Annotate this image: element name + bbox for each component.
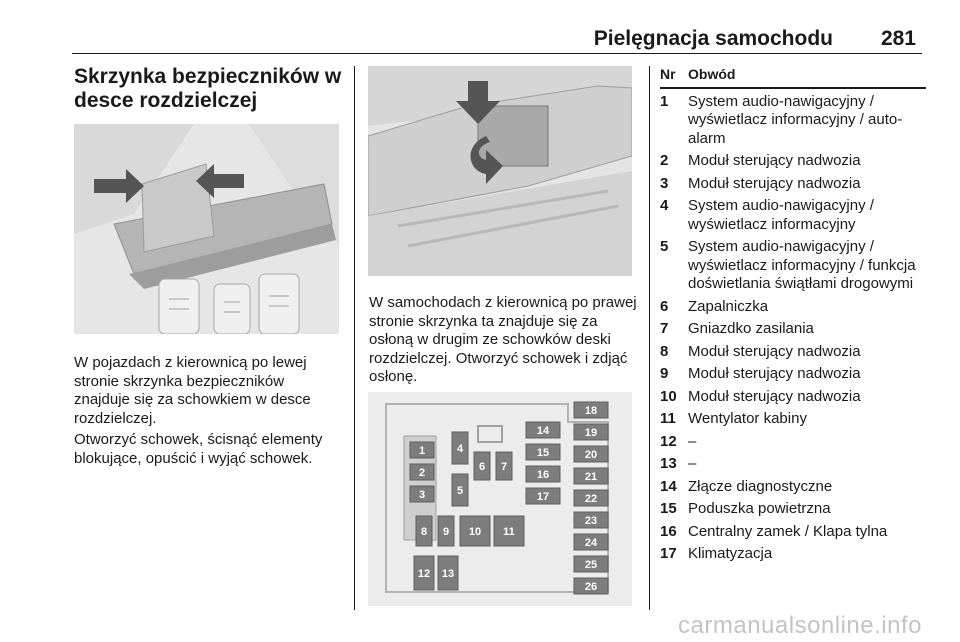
left-paragraph-2: Otworzyć schowek, ścisnąć elementy blokujące, opuścić i wyjąć schowek.	[74, 431, 323, 467]
fuse-label: 22	[584, 493, 598, 505]
fuse-box-diagram	[368, 392, 632, 606]
fuse-label: 24	[584, 537, 598, 549]
fuse-circuit: Złącze diagnostyczne	[688, 477, 833, 495]
fuse-circuit: Poduszka powietrzna	[688, 500, 831, 517]
fuse-label: 16	[536, 469, 550, 481]
fuse-table-row	[660, 294, 926, 317]
fuse-number: 16	[660, 522, 677, 540]
fuse-label: 15	[536, 447, 550, 459]
fuse-circuit: Gniazdko zasilania	[688, 320, 814, 337]
fuse-table-row	[660, 451, 926, 474]
glovebox-removal-illustration	[74, 124, 339, 334]
header-title: Pielęgnacja samochodu	[593, 27, 833, 50]
glovebox-removal-drawing	[74, 124, 339, 334]
fuse-circuit: Klimatyzacja	[688, 545, 773, 562]
fuse-label: 5	[456, 485, 464, 497]
fuse-label: 6	[478, 461, 486, 473]
fuse-table-row	[660, 429, 926, 452]
fuse-label: 2	[418, 467, 426, 479]
fuse-number: 15	[660, 500, 677, 517]
fuse-label: 18	[584, 405, 598, 417]
fuse-number: 7	[660, 320, 669, 337]
column-divider-left	[354, 66, 355, 610]
glovebox-cover-drawing	[368, 66, 632, 276]
fuse-table-row	[660, 519, 926, 542]
fuse-label: 9	[442, 526, 450, 538]
fuse-label: 8	[420, 526, 428, 538]
fuse-label: 26	[584, 581, 598, 593]
fuse-number: 17	[660, 545, 677, 562]
fuse-table-row	[660, 384, 926, 407]
fuse-circuit: –	[688, 455, 697, 472]
glovebox-cover-illustration	[368, 66, 632, 276]
fuse-table-row	[660, 406, 926, 429]
fuse-circuit: Zapalniczka	[688, 297, 769, 315]
watermark: carmanualsonline.info	[678, 612, 922, 639]
fuse-circuit: System audio-nawigacyjny / wyświetlacz informacyjny	[688, 197, 874, 233]
section-heading: Skrzynka bezpieczników w desce rozdzielczej	[74, 65, 342, 112]
fuse-circuit: Wentylator kabiny	[688, 410, 807, 427]
fuse-table-row	[660, 474, 926, 497]
fuse-circuit: System audio-nawigacyjny / wyświetlacz informacyjny / funkcja doświetlania świątłami drogowymi	[688, 238, 916, 292]
fuse-circuit: Moduł sterujący nadwozia	[688, 174, 861, 192]
fuse-table	[660, 65, 926, 564]
fuse-table-header	[660, 65, 926, 88]
fuse-number: 14	[660, 477, 677, 495]
fuse-label: 21	[584, 471, 598, 483]
fuse-label: 7	[500, 461, 508, 473]
fuse-label: 19	[584, 427, 598, 439]
fuse-label: 17	[536, 491, 550, 503]
fuse-number: 4	[660, 197, 669, 214]
page-number: 281	[880, 27, 916, 50]
fuse-table-row	[660, 361, 926, 384]
column-divider-right	[649, 66, 650, 610]
fuse-number: 1	[660, 92, 669, 110]
fuse-table-row	[660, 496, 926, 519]
fuse-table-row	[660, 171, 926, 194]
fuse-label: 4	[456, 443, 464, 455]
fuse-table-row	[660, 148, 926, 171]
fuse-label: 3	[418, 489, 426, 501]
header-divider	[72, 53, 922, 54]
column-header-nr: Nr	[660, 65, 688, 88]
fuse-number: 9	[660, 365, 669, 382]
fuse-label: 1	[418, 445, 426, 457]
fuse-number: 13	[660, 455, 677, 472]
fuse-number: 5	[660, 238, 669, 255]
fuse-number: 10	[660, 387, 677, 405]
fuse-circuit: –	[688, 432, 697, 450]
fuse-circuit: System audio-nawigacyjny / wyświetlacz informacyjny / auto-alarm	[688, 92, 903, 147]
fuse-number: 2	[660, 152, 669, 169]
fuse-label: 12	[417, 568, 431, 580]
fuse-circuit: Moduł sterujący nadwozia	[688, 387, 861, 405]
fuse-circuit: Centralny zamek / Klapa tylna	[688, 522, 888, 540]
fuse-label: 20	[584, 449, 598, 461]
fuse-table-row	[660, 316, 926, 339]
fuse-table-row	[660, 234, 926, 294]
fuse-label: 13	[441, 568, 455, 580]
fuse-label: 14	[536, 425, 550, 437]
column-header-circuit: Obwód	[688, 65, 926, 88]
fuse-label: 23	[584, 515, 598, 527]
fuse-circuit: Moduł sterujący nadwozia	[688, 152, 861, 169]
fuse-number: 11	[660, 410, 676, 427]
fuse-number: 6	[660, 297, 669, 315]
fuse-layer	[368, 392, 632, 606]
fuse-number: 3	[660, 174, 669, 192]
fuse-number: 12	[660, 432, 677, 450]
left-paragraph-1: W pojazdach z kierownicą po lewej stronie skrzynka bezpieczników znajduje się za schowkiem w desce rozdzielczej.	[74, 354, 311, 427]
fuse-circuit: Moduł sterujący nadwozia	[688, 342, 861, 360]
fuse-label: 25	[584, 559, 598, 571]
fuse-label: 10	[468, 526, 482, 538]
fuse-table-row	[660, 88, 926, 149]
fuse-table-row	[660, 541, 926, 564]
fuse-table-row	[660, 339, 926, 362]
fuse-label: 11	[503, 526, 515, 538]
fuse-circuit: Moduł sterujący nadwozia	[688, 365, 861, 382]
fuse-table-row	[660, 193, 926, 234]
middle-paragraph: W samochodach z kierownicą po prawej stronie skrzynka ta znajduje się za osłoną w drugim ze schowków deski rozdzielczej. Otworzyć schowek i zdjąć osłonę.	[369, 294, 637, 385]
fuse-number: 8	[660, 342, 669, 360]
